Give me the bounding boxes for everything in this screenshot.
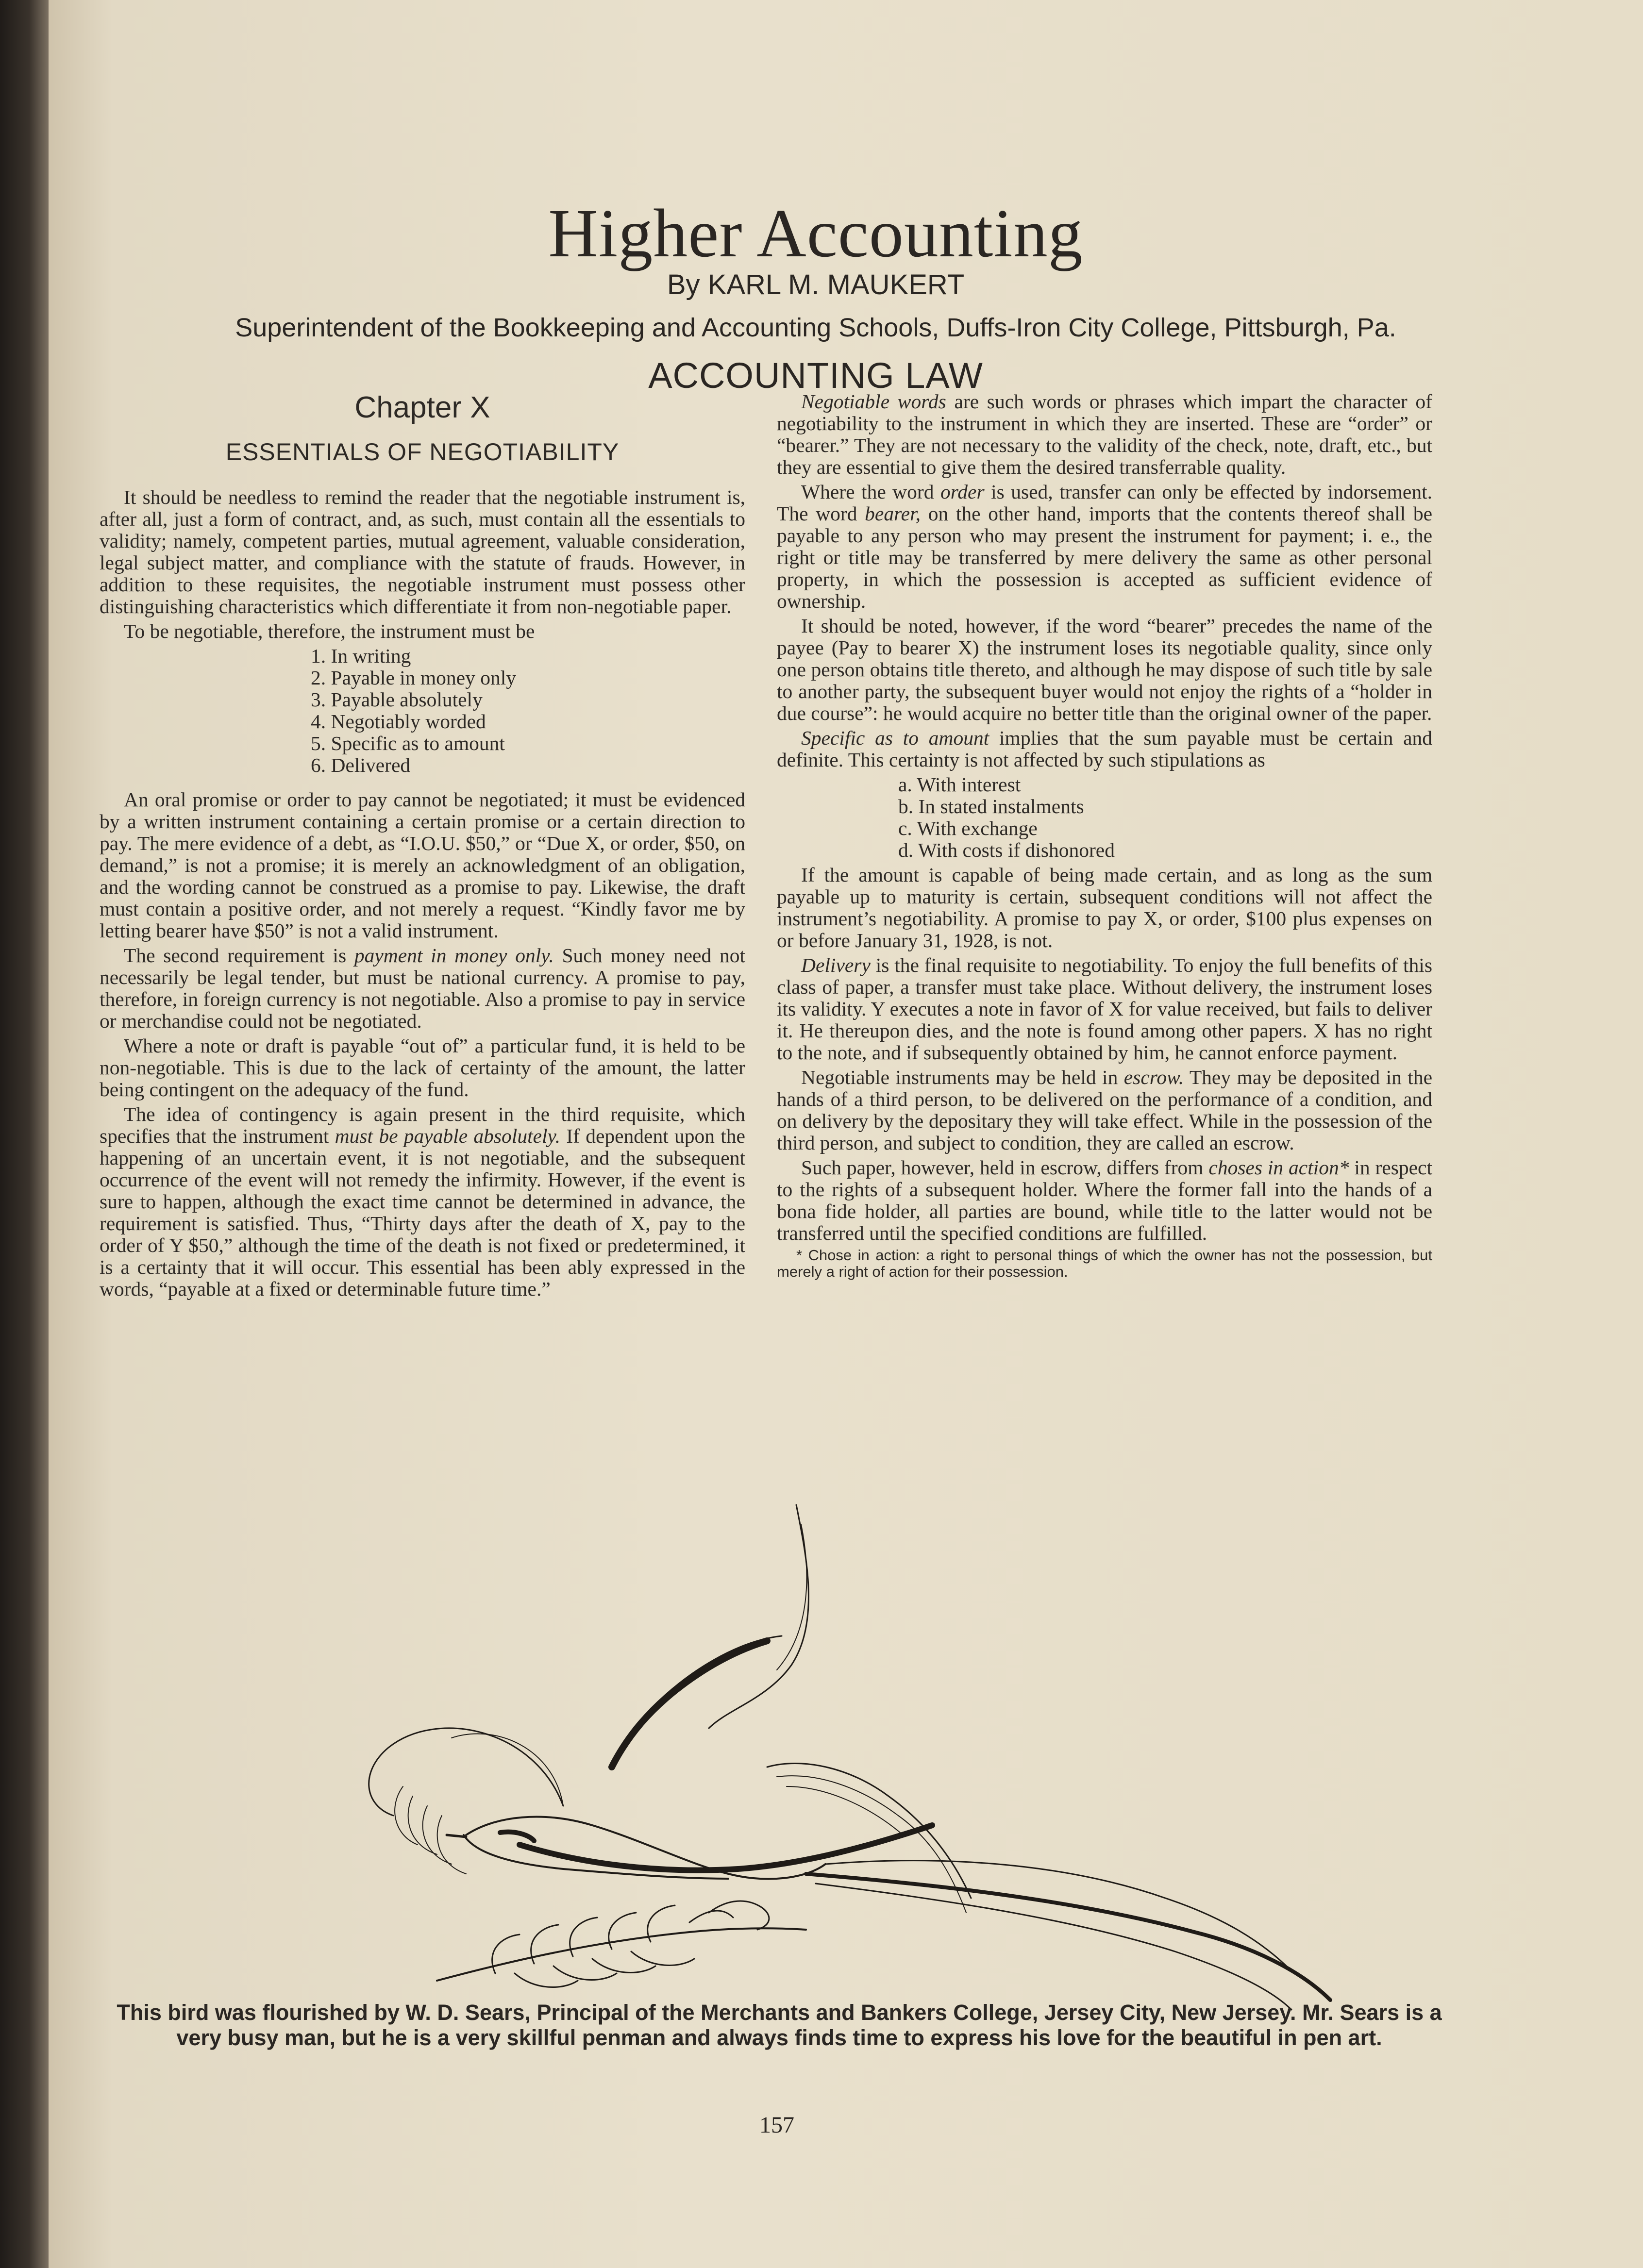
paragraph [100, 945, 745, 1032]
paragraph [777, 727, 1432, 771]
paragraph [777, 1067, 1432, 1154]
emphasis-text: payment in money only. [354, 944, 554, 967]
emphasis-text: choses in action* [1208, 1156, 1349, 1179]
list-item: 3. Payable absolutely [311, 688, 483, 711]
text-run: Such paper, however, held in escrow, differs from [801, 1156, 1209, 1179]
chapter-title: Chapter X [354, 391, 490, 424]
emphasis-text: escrow. [1123, 1066, 1184, 1088]
essentials-list [311, 645, 745, 776]
list-item: a. With interest [898, 773, 1021, 796]
flourished-bird-illustration [291, 1495, 1408, 2019]
list-item: 4. Negotiably worded [311, 710, 486, 733]
list-item: d. With costs if dishonored [898, 839, 1115, 861]
text-run: are such words or phrases which impart the character of negotiability to the instrument in which they are inserted. These are “order” or “bearer.” They are not necessary to the validity of the check, note, draft, etc., but they are essential to give them the desired transferrable quality. [777, 390, 1432, 478]
text-run: is the final requisite to negotiability. To enjoy the full benefits of this class of paper, a transfer must take place. Without delivery, the instrument loses its validity. Y executes a note in favor of X for value received, but fails to deliver it. He thereupon dies, and the note is found among other papers. X has no right to the note, and if subsequently obtained by him, he cannot enforce payment. [777, 954, 1432, 1064]
text-run: on the other hand, imports that the contents thereof shall be payable to any person who may present the instrument for payment; i. e., the right or title may be transferred by mere delivery the same as other personal property, in which the possession is accepted as sufficient evidence of ownership. [777, 502, 1432, 612]
article-header [160, 194, 1471, 399]
chapter-subtitle: ESSENTIALS OF NEGOTIABILITY [225, 438, 620, 466]
emphasis-text: Specific as to amount [801, 727, 989, 749]
text-run: is used, transfer can only be effected by indorsement. The word [777, 481, 1432, 525]
text-run: Negotiable instruments may be held in [801, 1066, 1124, 1088]
paragraph: To be negotiable, therefore, the instrument must be [124, 620, 535, 642]
paragraph: It should be noted, however, if the word “bearer” precedes the name of the payee (Pay to bearer X) the instrument loses its negotiable quality, since only one person obtains title thereto, and although he may dispose of such title by sale to another party, the subsequent buyer would not enjoy the rights of a “holder in due course”: he would acquire no better title than the original owner of the paper. [777, 615, 1432, 724]
list-item: b. In stated instalments [898, 795, 1084, 817]
paragraph: It should be needless to remind the reader that the negotiable instrument is, after all, just a form of contract, and, as such, must contain all the essentials to validity; namely, competent parties, mutual agreement, valuable consideration, legal subject matter, and compliance with the statute of frauds. However, in addition to these requisites, the negotiable instrument must possess other distinguishing characteristics which differentiate it from non-negotiable paper. [100, 486, 745, 617]
paragraph: If the amount is capable of being made certain, and as long as the sum payable up to maturity is certain, subsequent conditions will not affect the instrument’s negotiability. A promise to pay X, or order, $100 plus expenses on or before January 31, 1928, is not. [777, 864, 1432, 951]
text-run: The idea of contingency is again present in the third requisite, which specifies that the instrument [100, 1103, 745, 1147]
paragraph [777, 1157, 1432, 1244]
stipulations-list [898, 774, 1432, 861]
section-heading: ACCOUNTING LAW [648, 355, 983, 396]
author-affiliation: Superintendent of the Bookkeeping and Accounting Schools, Duffs-Iron City College, Pittsburgh, Pa. [235, 313, 1396, 342]
emphasis-text: Negotiable words [801, 390, 946, 413]
paragraph: Where a note or draft is payable “out of” a particular fund, it is held to be non-negotiable. This is due to the lack of certainty of the amount, the latter being contingent on the adequacy of the fund. [100, 1034, 745, 1101]
page-number: 157 [759, 2112, 794, 2138]
emphasis-text: order [940, 481, 985, 503]
left-column [100, 388, 745, 1303]
text-run: in respect to the rights of a subsequent holder. Where the former fall into the hands of a bona fide holder, all parties are bound, while title to the latter would not be transferred until the specified conditions are fulfilled. [777, 1156, 1432, 1244]
paragraph [777, 481, 1432, 612]
text-run: Where the word [801, 481, 940, 503]
footnote: * Chose in action: a right to personal things of which the owner has not the possession, but merely a right of action for their possession. [777, 1247, 1432, 1280]
text-run: implies that the sum payable must be certain and definite. This certainty is not affected by such stipulations as [777, 727, 1432, 771]
paragraph: An oral promise or order to pay cannot be negotiated; it must be evidenced by a written instrument containing a certain promise or a certain direction to pay. The mere evidence of a debt, as “I.O.U. $50,” or “Due X, or order, $50, on demand,” is not a promise; it is merely an acknowledgment of an obligation, and the wording cannot be construed as a promise to pay. Likewise, the draft must contain a positive order, and not merely a request. “Kindly favor me by letting bearer have $50” is not a valid instrument. [100, 788, 745, 942]
author-byline: By KARL M. MAUKERT [667, 269, 965, 300]
text-run: Such money need not necessarily be legal tender, but must be national currency. A promise to pay, therefore, in foreign currency is not negotiable. Also a promise to pay in service or merchandise could not be negotiated. [100, 944, 745, 1032]
emphasis-text: must be payable absolutely. [335, 1125, 561, 1147]
list-item: 1. In writing [311, 645, 411, 667]
paragraph [777, 391, 1432, 478]
text-run: The second requirement is [124, 944, 354, 967]
list-item: 6. Delivered [311, 754, 411, 776]
right-column [777, 391, 1432, 1280]
list-item: 2. Payable in money only [311, 667, 517, 689]
illustration-caption: This bird was flourished by W. D. Sears, Principal of the Merchants and Bankers College, Jersey City, New Jersey. Mr. Sears is a very busy man, but he is a very skillful penman and always finds time to express his love for the beautiful in pen art. [117, 2000, 1442, 2050]
book-spine-shadow [0, 0, 53, 2268]
text-run: They may be deposited in the hands of a third person, to be delivered on the performance of a condition, and on delivery by the depositary they will take effect. While in the possession of the third person, and subject to condition, they are called an escrow. [777, 1066, 1433, 1154]
text-run: If dependent upon the happening of an uncertain event, it is not negotiable, and the subsequent occurrence of the event will not remedy the infirmity. However, if the event is sure to happen, although the exact time cannot be determined in advance, the requirement is satisfied. Thus, “Thirty days after the death of X, pay to the order of Y $50,” although the time of the death is not fixed or predetermined, it is a certainty that it will occur. This essential has been ably expressed in the words, “payable at a fixed or determinable future time.” [100, 1125, 745, 1300]
emphasis-text: bearer, [865, 502, 921, 525]
paragraph [777, 954, 1432, 1064]
article-title: Higher Accounting [548, 195, 1083, 271]
emphasis-text: Delivery [801, 954, 871, 976]
paragraph [100, 1103, 745, 1300]
list-item: 5. Specific as to amount [311, 732, 505, 754]
list-item: c. With exchange [898, 817, 1038, 839]
